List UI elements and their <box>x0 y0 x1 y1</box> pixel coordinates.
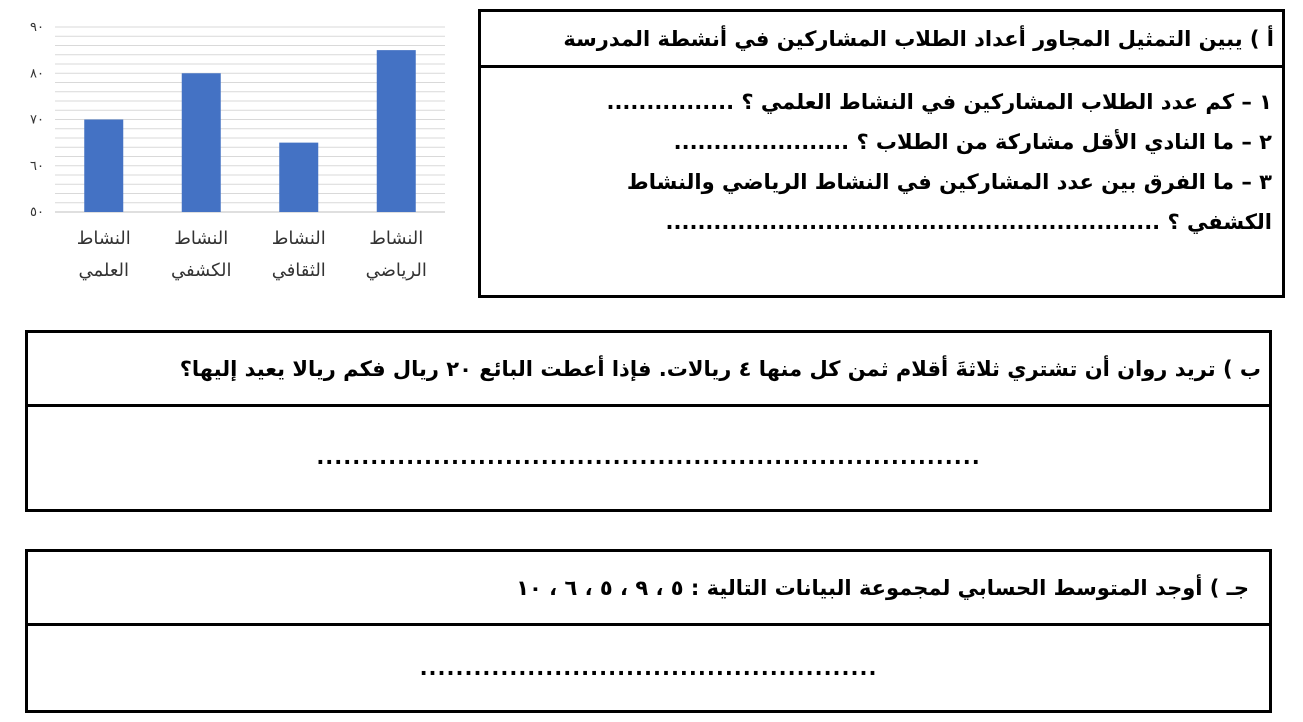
chart-y-axis <box>30 20 44 220</box>
bar <box>84 120 123 213</box>
section-b-answer-dots[interactable]: .......................................................................... <box>316 445 981 469</box>
section-a-questions <box>481 68 1282 242</box>
question-3-text: ٣ – ما الفرق بين عدد المشاركين في النشاط الرياضي والنشاط <box>626 170 1272 194</box>
section-b-box <box>25 330 1272 512</box>
x-tick-label: الكشفي <box>170 260 232 281</box>
question-3-answer-dots[interactable]: .............................................................. <box>665 210 1161 234</box>
question-2-answer-dots[interactable]: ...................... <box>673 130 850 154</box>
section-c-answer-dots[interactable]: ................................................... <box>419 656 878 680</box>
question-2 <box>491 122 1272 162</box>
bar <box>377 50 416 212</box>
section-c-title: جـ ) أوجد المتوسط الحسابي لمجموعة البيانات التالية : ٥ ، ٩ ، ٥ ، ٦ ، ١٠ <box>28 552 1269 626</box>
x-tick-label: النشاط <box>271 228 326 249</box>
question-3-text-continued: الكشفي ؟ <box>1167 210 1272 234</box>
y-tick-label: ٥٠ <box>30 205 44 220</box>
bar <box>182 73 221 212</box>
section-c-answer-area <box>28 626 1269 710</box>
question-1-text: ١ – كم عدد الطلاب المشاركين في النشاط العلمي ؟ <box>741 90 1272 114</box>
y-tick-label: ٩٠ <box>30 20 44 35</box>
x-tick-label: العلمي <box>78 260 130 281</box>
y-tick-label: ٨٠ <box>30 66 44 82</box>
question-1-answer-dots[interactable]: ................ <box>606 90 735 114</box>
question-2-text: ٢ – ما النادي الأقل مشاركة من الطلاب ؟ <box>856 130 1272 154</box>
y-tick-label: ٦٠ <box>30 158 44 174</box>
question-3 <box>491 162 1272 202</box>
question-1 <box>491 82 1272 122</box>
section-b-answer-area <box>28 407 1269 507</box>
x-tick-label: النشاط <box>369 228 424 249</box>
x-tick-label: النشاط <box>76 228 131 249</box>
x-tick-label: الثقافي <box>271 260 326 281</box>
x-tick-label: النشاط <box>174 228 229 249</box>
chart-x-axis <box>77 228 427 281</box>
bar <box>279 143 318 212</box>
chart-bars <box>84 50 416 212</box>
section-b-title: ب ) تريد روان أن تشتري ثلاثةَ أقلام ثمن كل منها ٤ ريالات. فإذا أعطت البائع ٢٠ ريال فكم ريالا يعيد إليها؟ <box>28 333 1269 407</box>
section-c-box <box>25 549 1272 713</box>
question-3-continued <box>491 202 1272 242</box>
bar-chart <box>0 0 460 300</box>
y-tick-label: ٧٠ <box>30 112 44 128</box>
section-a-box <box>478 9 1285 298</box>
section-a-title: أ ) يبين التمثيل المجاور أعداد الطلاب المشاركين في أنشطة المدرسة <box>481 12 1282 68</box>
x-tick-label: الرياضي <box>365 260 427 281</box>
